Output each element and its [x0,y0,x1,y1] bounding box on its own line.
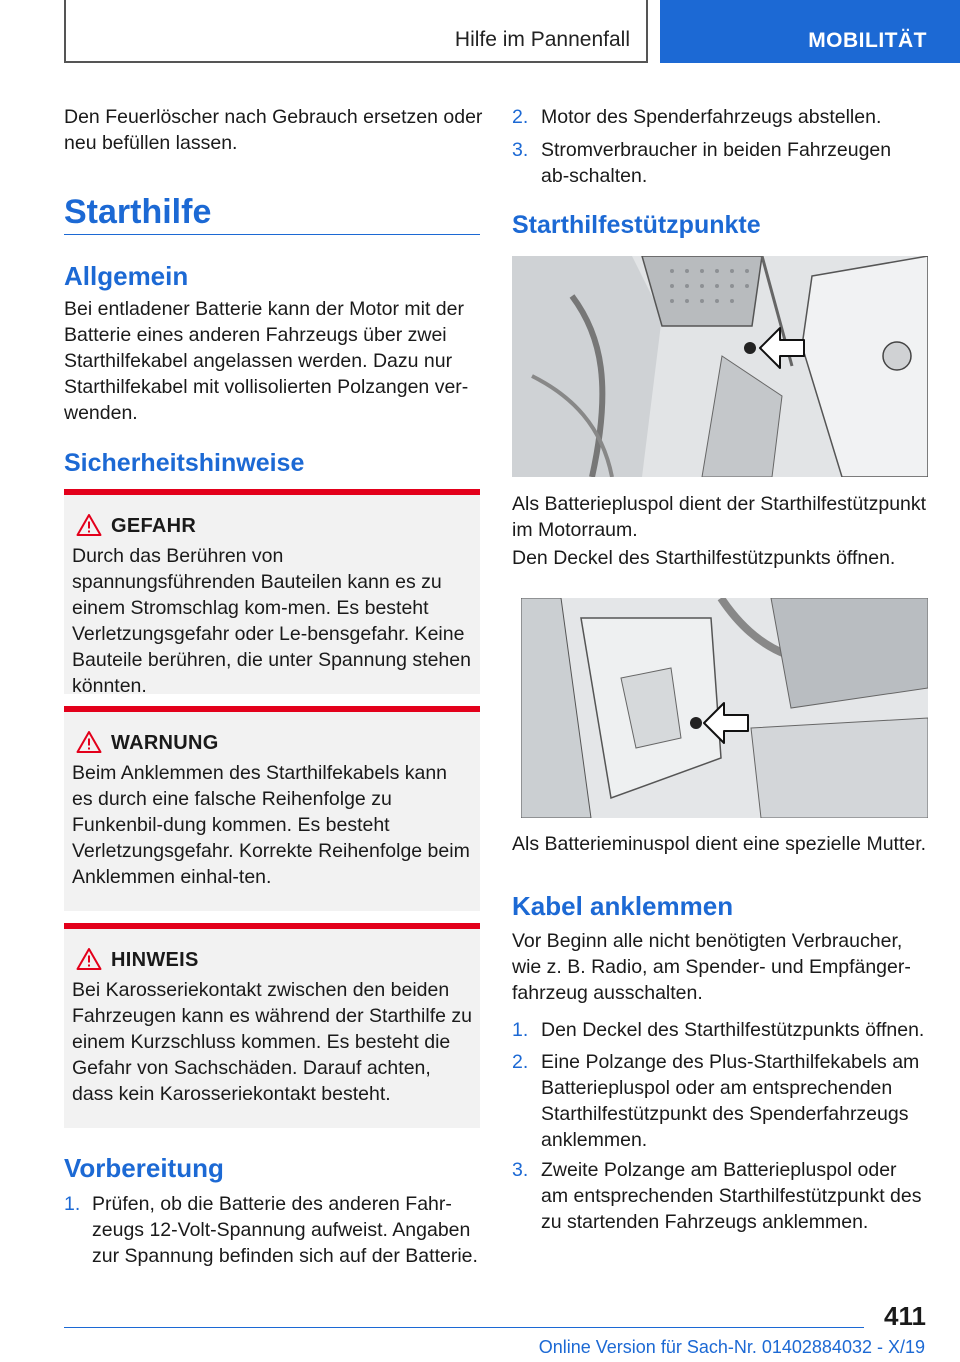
caption-deckel: Den Deckel des Starthilfestützpunkts öffnen. [512,547,896,569]
engine-bay-photo-minus [521,598,928,818]
intro-text: Den Feuerlöscher nach Gebrauch ersetzen oder neu befüllen lassen. [64,106,483,154]
step-number: 2. [512,1051,529,1073]
warning-triangle-icon [76,513,102,537]
footer-rule [64,1327,864,1328]
jump-start-point-illustration [512,256,928,477]
heading-sicherheitshinweise: Sicherheitshinweise [64,449,305,477]
warning-box-gefahr [64,489,480,697]
online-version-link[interactable]: Online Version für Sach-Nr. 01402884032 - X/19 [538,1337,925,1357]
header-chapter-label: MOBILITÄT [808,29,927,52]
allgemein-text: Bei entladener Batterie kann der Motor mit der Batterie eines anderen Fahrzeugs über zwei Starthilfekabel angelassen werden. Dazu nur Starthilfekabel mit vollisolierten Polzangen ver-wenden. [64,298,469,424]
warning-box-hinweis [64,923,480,1128]
step-number: 1. [64,1193,81,1215]
header-chapter-tab[interactable] [660,0,960,63]
caption-pluspol: Als Batteriepluspol dient der Starthilfestützpunkt im Motorraum. [512,493,927,541]
step-text: Eine Polzange des Plus-Starthilfekabels am Batteriepluspol oder am entsprechenden Starthilfestützpunkt des Spenderfahrzeugs anklemmen. [541,1051,920,1151]
kabel-intro-text: Vor Beginn alle nicht benötigten Verbraucher, wie z. B. Radio, am Spender- und Empfänger-fahrzeug ausschalten. [512,930,911,1004]
step-number: 3. [512,1159,529,1181]
step-text: Zweite Polzange am Batteriepluspol oder am entsprechenden Starthilfestützpunkt des zu startenden Fahrzeugs anklemmen. [541,1159,922,1233]
heading-vorbereitung: Vorbereitung [64,1153,224,1183]
heading-starthilfestuetzpunkte: Starthilfestützpunkte [512,211,761,239]
warning-title: HINWEIS [111,949,199,971]
heading-kabel-anklemmen: Kabel anklemmen [512,891,734,921]
warning-title: GEFAHR [111,515,197,537]
step-number: 1. [512,1019,529,1041]
heading-rule [64,234,480,235]
warning-triangle-icon [76,730,102,754]
caption-minuspol: Als Batterieminuspol dient eine spezielle Mutter. [512,833,927,855]
warning-text: Bei Karosseriekontakt zwischen den beiden Fahrzeugen kann es während der Starthilfe zu einem Kurzschluss kommen. Es besteht die Gefahr von Sachschäden. Darauf achten, dass kein Karosseriekontakt besteht. [72,979,472,1105]
warning-text: Beim Anklemmen des Starthilfekabels kann es durch eine falsche Reihenfolge zu Funkenbil-dung kommen. Es besteht Verletzungsgefahr. Korrekte Reihenfolge beim Anklemmen einhal-ten. [72,762,470,888]
heading-starthilfe: Starthilfe [64,193,212,231]
page-number: 411 [884,1301,926,1331]
step-text: Prüfen, ob die Batterie des anderen Fahr-zeugs 12-Volt-Spannung aufweist. Angaben zur Spannung befinden sich auf der Batterie. [92,1193,478,1267]
step-number: 2. [512,106,529,128]
engine-bay-photo-plus [512,256,928,477]
header-section-title: Hilfe im Pannenfall [454,28,630,51]
step-text: Den Deckel des Starthilfestützpunkts öffnen. [541,1019,925,1041]
warning-title: WARNUNG [111,732,219,754]
warning-triangle-icon [76,947,102,971]
header-section-box [64,0,648,63]
step-number: 3. [512,139,529,161]
step-text: Motor des Spenderfahrzeugs abstellen. [541,106,882,128]
heading-allgemein: Allgemein [64,261,189,291]
ground-nut-illustration [521,598,928,818]
step-text: Stromverbraucher in beiden Fahrzeugen ab-schalten. [541,139,892,187]
warning-text: Durch das Berühren von spannungsführenden Bauteilen kann es zu einem Stromschlag kom-men. Es besteht Verletzungsgefahr oder Le-bensgefahr. Keine Bauteile berühren, die unter Spannung stehen könnten. [72,545,471,697]
warning-box-warnung [64,706,480,911]
